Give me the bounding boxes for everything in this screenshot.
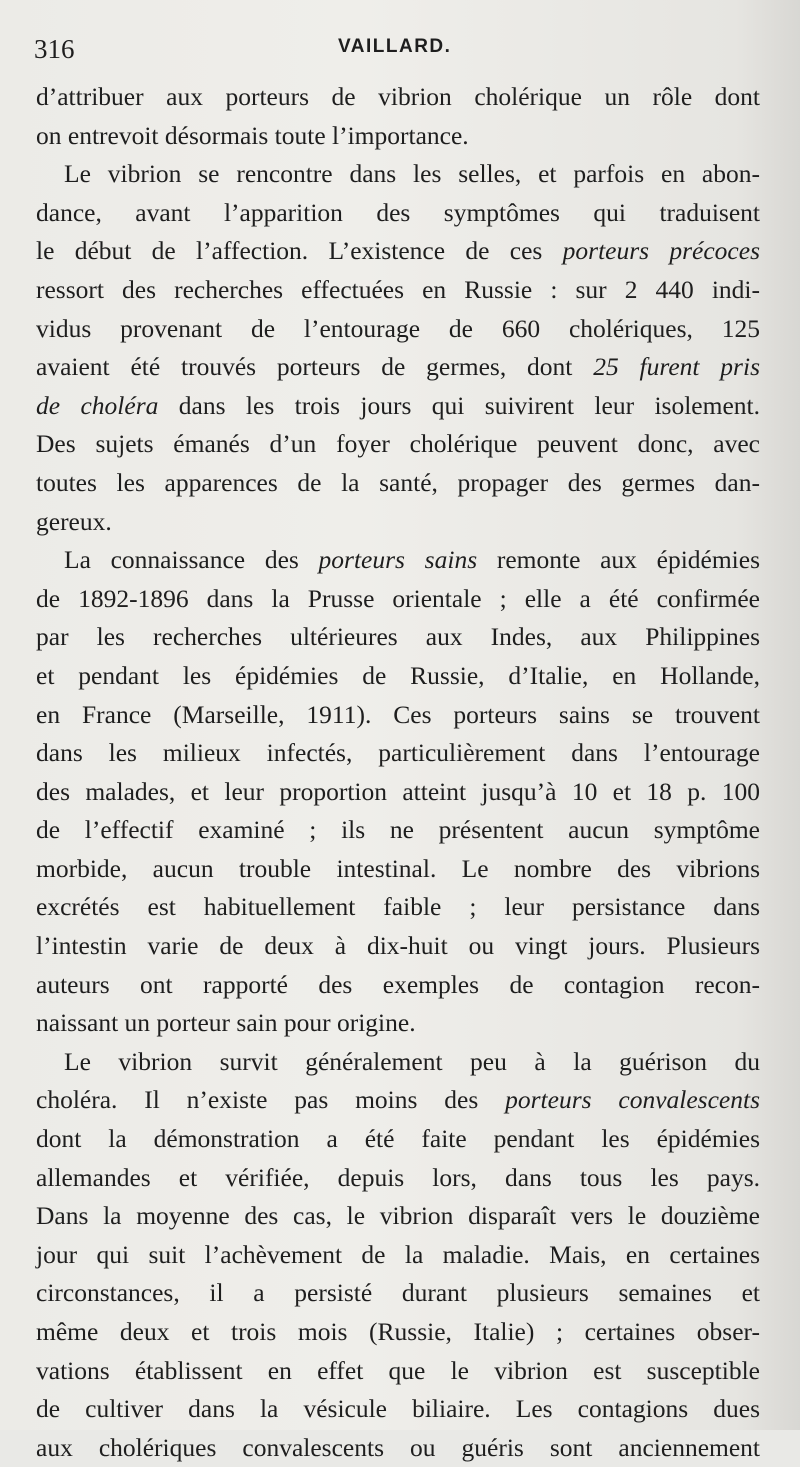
italic-text: 25 furent pris (593, 352, 760, 382)
text-line (36, 1120, 760, 1159)
text-segment: aux cholériques convalescents ou guéris sont anciennement (36, 1432, 760, 1462)
text-line (36, 1043, 760, 1082)
page-header (0, 30, 800, 70)
text-segment: dans les milieux infectés, particulièrement dans l’entourage (36, 738, 760, 768)
text-segment: Dans la moyenne des cas, le vibrion disparaît vers le douzième (36, 1201, 760, 1231)
text-segment: choléra. Il n’existe pas moins des (36, 1085, 506, 1115)
text-line (36, 1197, 760, 1236)
text-line (36, 1313, 760, 1352)
text-line (36, 696, 760, 735)
text-segment: Le vibrion se rencontre dans les selles, et parfois en abon- (64, 159, 760, 189)
text-segment: circonstances, il a persisté durant plusieurs semaines et (36, 1278, 760, 1308)
text-line (36, 117, 760, 156)
page-number: 316 (34, 34, 75, 64)
italic-text: porteurs précoces (562, 236, 760, 266)
text-line (36, 425, 760, 464)
text-line (36, 1274, 760, 1313)
text-segment: jour qui suit l’achèvement de la maladie. Mais, en certaines (36, 1239, 760, 1269)
running-head: VAILLARD. (338, 36, 452, 57)
body-text (36, 78, 760, 1467)
text-segment: naissant un porteur sain pour origine. (36, 1008, 416, 1038)
text-segment: dont la démonstration a été faite pendant les épidémies (36, 1124, 760, 1154)
text-segment: et pendant les épidémies de Russie, d’Italie, en Hollande, (36, 660, 760, 690)
text-line (36, 464, 760, 503)
text-line (36, 657, 760, 696)
text-line (36, 966, 760, 1005)
text-line (36, 850, 760, 889)
text-line (36, 618, 760, 657)
text-segment: ressort des recherches effectuées en Russie : sur 2 440 indi- (36, 274, 760, 304)
text-line (36, 888, 760, 927)
text-line (36, 194, 760, 233)
text-segment: auteurs ont rapporté des exemples de contagion recon- (36, 969, 760, 999)
text-line (36, 927, 760, 966)
text-segment: on entrevoit désormais toute l’importance. (36, 120, 469, 150)
text-segment: de 1892-1896 dans la Prusse orientale ; elle a été confirmée (36, 583, 760, 613)
text-segment: Le vibrion survit généralement peu à la guérison du (64, 1046, 760, 1076)
text-line (36, 232, 760, 271)
text-line (36, 310, 760, 349)
text-segment: dance, avant l’apparition des symptômes qui traduisent (36, 197, 760, 227)
text-segment: en France (Marseille, 1911). Ces porteurs sains se trouvent (36, 699, 760, 729)
text-line (36, 1236, 760, 1275)
text-segment: par les recherches ultérieures aux Indes, aux Philippines (36, 622, 760, 652)
text-line (36, 78, 760, 117)
text-line (36, 271, 760, 310)
text-line (36, 1429, 760, 1467)
text-line (36, 1352, 760, 1391)
text-line (36, 1159, 760, 1198)
text-segment: vidus provenant de l’entourage de 660 cholériques, 125 (36, 313, 760, 343)
text-segment: de l’effectif examiné ; ils ne présentent aucun symptôme (36, 815, 760, 845)
text-line (36, 348, 760, 387)
text-segment: morbide, aucun trouble intestinal. Le nombre des vibrions (36, 853, 760, 883)
text-line (36, 811, 760, 850)
text-line (36, 580, 760, 619)
text-segment: vations établissent en effet que le vibrion est susceptible (36, 1355, 760, 1385)
text-line (36, 1004, 760, 1043)
text-segment: allemandes et vérifiée, depuis lors, dans tous les pays. (36, 1162, 760, 1192)
italic-text: porteurs convalescents (505, 1085, 761, 1115)
text-segment: dans les trois jours qui suivirent leur isolement. (158, 390, 760, 420)
text-line (36, 734, 760, 773)
text-line (36, 1081, 760, 1120)
text-segment: remonte aux épidémies (477, 545, 761, 575)
text-line (36, 773, 760, 812)
text-segment: d’attribuer aux porteurs de vibrion cholérique un rôle dont (36, 82, 760, 111)
text-line (36, 541, 760, 580)
text-segment: gereux. (36, 506, 112, 536)
text-segment: toutes les apparences de la santé, propager des germes dan- (36, 467, 760, 497)
text-segment: excrétés est habituellement faible ; leur persistance dans (36, 892, 760, 922)
text-segment: le début de l’affection. L’existence de ces (36, 236, 563, 266)
text-line (36, 155, 760, 194)
text-segment: La connaissance des (64, 545, 319, 575)
text-segment: l’intestin varie de deux à dix-huit ou vingt jours. Plusieurs (36, 931, 760, 961)
text-line (36, 387, 760, 426)
italic-text: porteurs sains (318, 545, 478, 575)
text-segment: des malades, et leur proportion atteint jusqu’à 10 et 18 p. 100 (36, 776, 760, 806)
text-segment: Des sujets émanés d’un foyer cholérique peuvent donc, avec (36, 429, 760, 459)
text-segment: avaient été trouvés porteurs de germes, dont (36, 352, 594, 382)
text-segment: même deux et trois mois (Russie, Italie) ; certaines obser- (36, 1317, 760, 1346)
text-line (36, 1390, 760, 1429)
italic-text: de choléra (36, 390, 159, 420)
text-segment: de cultiver dans la vésicule biliaire. Les contagions dues (36, 1394, 760, 1424)
text-line (36, 503, 760, 542)
